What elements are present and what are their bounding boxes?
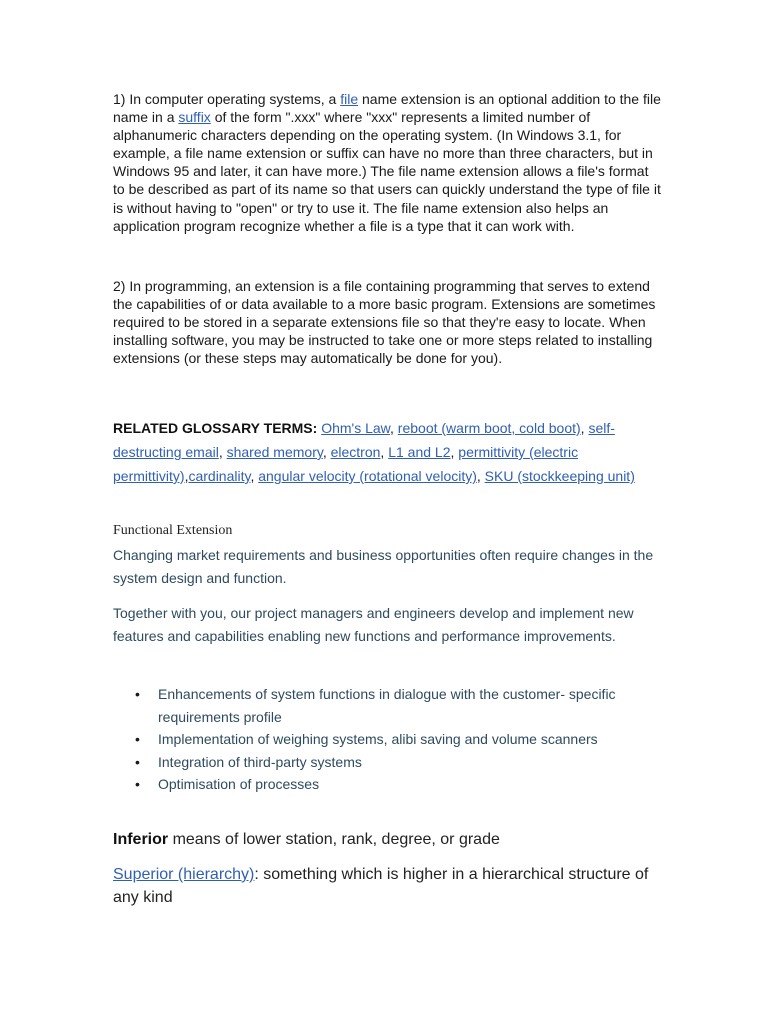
list-item xyxy=(113,728,673,751)
glossary-term-ohms-law[interactable]: Ohm's Law xyxy=(321,420,391,436)
list-item xyxy=(113,751,673,774)
bullet-icon: • xyxy=(135,731,140,748)
file-extension-paragraph xyxy=(113,90,661,235)
suffix-link[interactable]: suffix xyxy=(178,109,211,126)
glossary-term-cardinality[interactable]: cardinality xyxy=(188,468,251,484)
glossary-term-electron[interactable]: electron xyxy=(330,444,381,460)
superior-text: : something which is higher in a hierarchical structure of any kind xyxy=(113,866,649,906)
list-item xyxy=(113,773,673,796)
bullet-text: Integration of third-party systems xyxy=(158,753,362,770)
inferior-term: Inferior xyxy=(113,831,169,848)
functional-extension-title: Functional Extension xyxy=(113,523,233,538)
glossary-term-shared-memory[interactable]: shared memory xyxy=(226,444,323,460)
para1-text-b: name extension is an optional addition to the file name in a xyxy=(113,91,661,126)
glossary-term-reboot[interactable]: reboot (warm boot, cold boot) xyxy=(397,420,581,436)
bullet-icon: • xyxy=(135,776,140,793)
programming-extension-paragraph: 2) In programming, an extension is a file containing programming that serves to extend the capabilities of or data available to a more basic program. Extensions are sometimes required to be stored in a separate extensions file so that they're easy to locate. When installing software, you may be instructed to take one or more steps related to installing extensions (or these steps may automatically be done for you). xyxy=(113,278,656,367)
superior-definition xyxy=(113,864,653,909)
file-link[interactable]: file xyxy=(340,91,359,107)
glossary-term-self-destructing-email[interactable]: self-destructing email xyxy=(113,420,615,460)
glossary-term-sku[interactable]: SKU (stockkeeping unit) xyxy=(484,468,635,484)
list-item xyxy=(113,683,673,728)
functional-bullet-list xyxy=(113,683,673,796)
glossary-term-angular-velocity[interactable]: angular velocity (rotational velocity) xyxy=(258,468,477,484)
inferior-text: means of lower station, rank, degree, or grade xyxy=(168,831,500,848)
inferior-definition xyxy=(113,829,661,851)
superior-hierarchy-link[interactable]: Superior (hierarchy) xyxy=(113,866,255,883)
bullet-icon: • xyxy=(135,686,140,702)
functional-paragraph-2: Together with you, our project managers and engineers develop and implement new features and capabilities enabling new functions and performance improvements. xyxy=(113,605,634,644)
bullet-text: Enhancements of system functions in dialogue with the customer- specific requirements profile xyxy=(158,686,616,725)
functional-paragraph-1: Changing market requirements and business opportunities often require changes in the system design and function. xyxy=(113,547,654,586)
bullet-text: Implementation of weighing systems, alibi saving and volume scanners xyxy=(158,731,598,748)
para1-text-a: 1) In computer operating systems, a xyxy=(113,91,341,107)
glossary-label: RELATED GLOSSARY TERMS: xyxy=(113,420,318,436)
related-glossary-terms: RELATED GLOSSARY TERMS: Ohm's Law, reboot (warm boot, cold boot), self-destructing email, shared memory, electron, L1 and L2, permittivity (electric permittivity),cardinality, angular velocity (rotational velocity), SKU (stockkeeping unit) xyxy=(113,420,635,484)
para1-text-c: of the form ".xxx" where "xxx" represents a limited number of alphanumeric characters depending on the operating system. (In Windows 3.1, for example, a file name extension or suffix can have no more than three characters, but in Windows 95 and later, it can have more.) The file name extension allows a file's format to be described as part of its name so that users can quickly understand the type of file it is without having to "open" or try to use it. The file name extension also helps an application program recognize whether a file is a type that it can work with. xyxy=(113,109,661,234)
bullet-icon: • xyxy=(135,753,140,770)
glossary-term-l1-and-l2[interactable]: L1 and L2 xyxy=(388,444,451,460)
glossary-term-permittivity[interactable]: permittivity (electric permittivity) xyxy=(113,444,579,484)
bullet-text: Optimisation of processes xyxy=(158,776,320,793)
